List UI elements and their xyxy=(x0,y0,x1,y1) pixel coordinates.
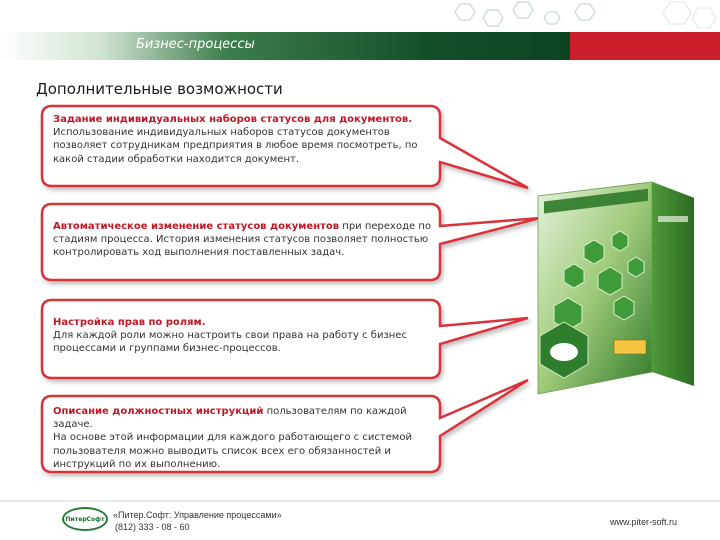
section-title: Дополнительные возможности xyxy=(36,80,283,98)
footer-company: «Питер.Софт: Управление процессами» xyxy=(113,510,282,520)
company-logo xyxy=(62,507,108,531)
feature-4-lead: Описание должностных инструкций xyxy=(53,406,264,417)
header-title: Бизнес-процессы xyxy=(136,37,255,52)
feature-4-line-1: На основе этой информации для каждого работающего с системой xyxy=(53,432,412,444)
company-logo-text: ПитерСофт xyxy=(65,515,105,523)
feature-1-line-2: позволяет сотрудникам предприятия в любое время посмотреть, по xyxy=(53,140,418,152)
feature-2-lead-rest: при переходе по xyxy=(339,221,431,232)
footer-divider xyxy=(0,500,720,502)
footer-url[interactable]: www.piter-soft.ru xyxy=(610,517,678,527)
feature-4 xyxy=(53,405,433,471)
feature-1-line-3: какой стадии обработки находится документ. xyxy=(53,153,299,165)
feature-1 xyxy=(53,113,433,166)
feature-3-line-1: Для каждой роли можно настроить свои права на работу с бизнес xyxy=(53,330,407,342)
feature-2-lead: Автоматическое изменение статусов документов xyxy=(53,221,340,232)
feature-2-line-2: контролировать ход выполнения поставленных задач. xyxy=(53,247,345,259)
feature-2 xyxy=(53,220,433,260)
feature-1-lead: Задание индивидуальных наборов статусов для документов. xyxy=(53,114,413,125)
feature-3 xyxy=(53,316,433,356)
feature-4-line-3: инструкций по их выполнению. xyxy=(53,458,221,470)
feature-1-line-1: Использование индивидуальных наборов статусов документов xyxy=(53,127,390,139)
feature-4-line-2: пользователя можно выводить список всех его обязанностей и xyxy=(53,445,391,457)
feature-4-lead-rest: пользователям по каждой задаче. xyxy=(53,406,407,431)
feature-2-line-1: стадиям процесса. История изменения статусов позволяет полностью xyxy=(53,234,429,246)
footer-phone: (812) 333 - 08 - 60 xyxy=(115,522,190,532)
product-box-icon xyxy=(524,176,700,408)
feature-3-lead: Настройка прав по ролям. xyxy=(53,317,206,328)
feature-3-line-2: процессами и группами бизнес-процессов. xyxy=(53,343,281,355)
